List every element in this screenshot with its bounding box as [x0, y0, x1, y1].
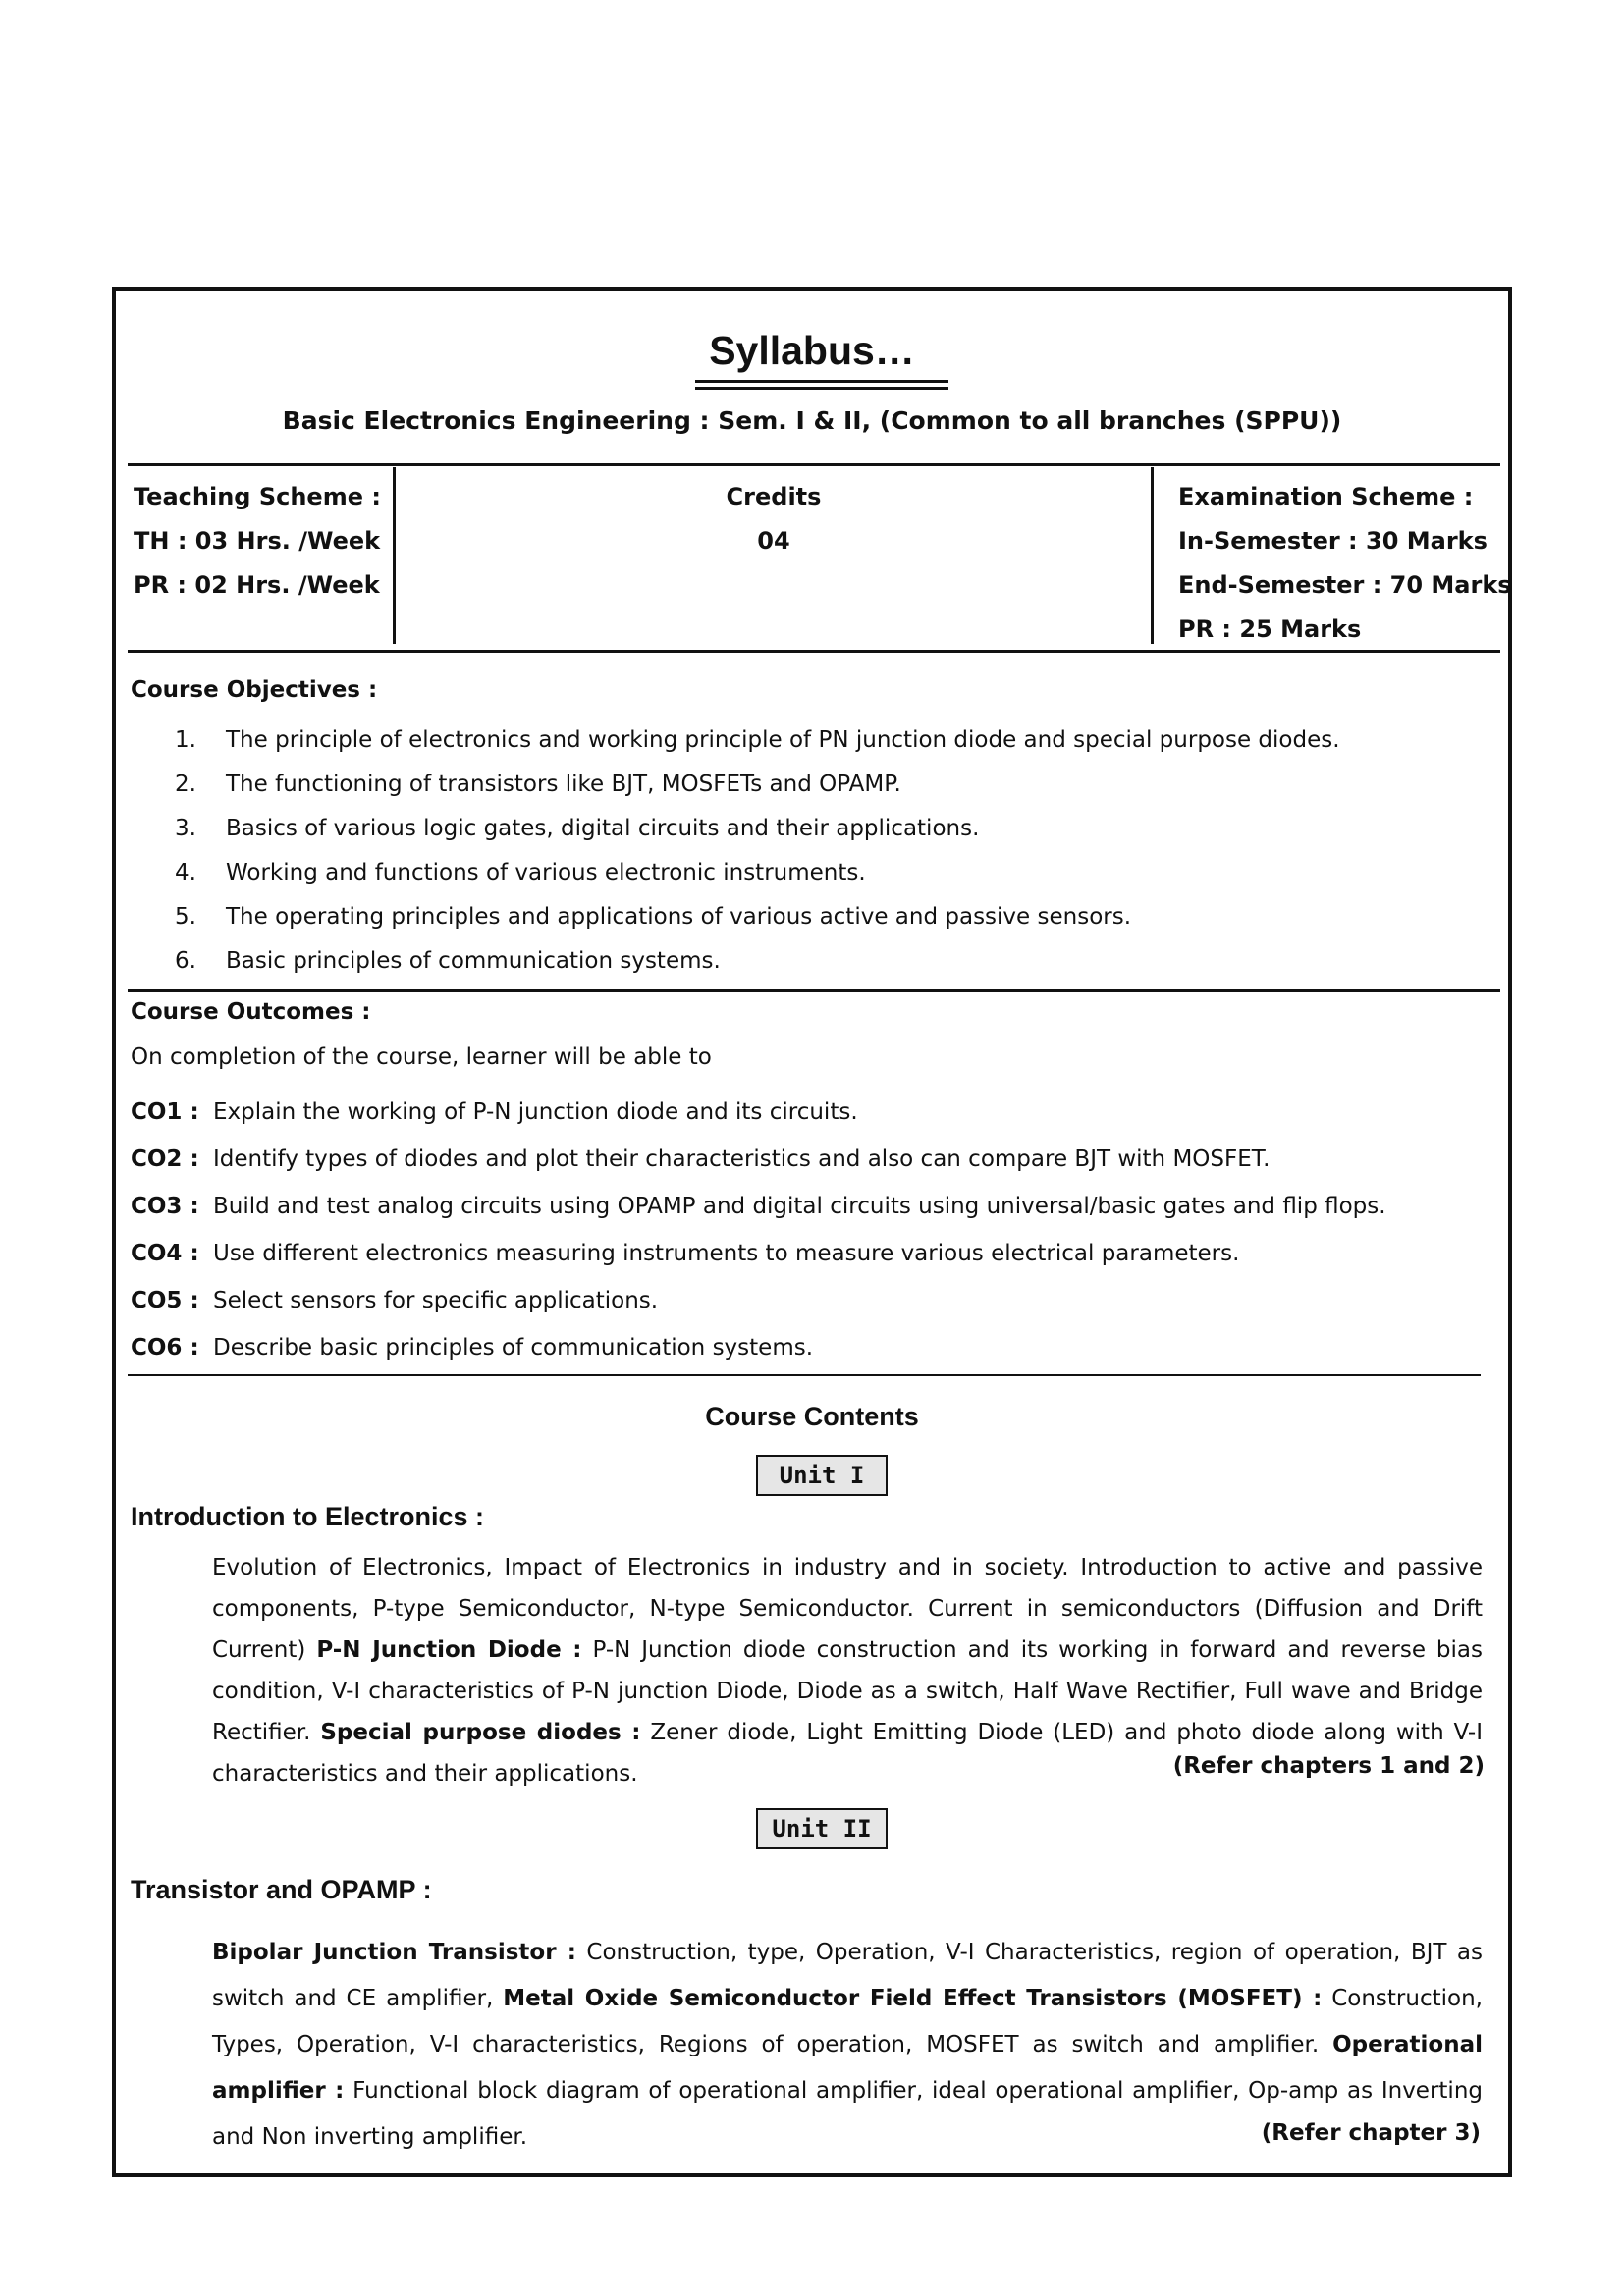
divider — [128, 463, 1500, 466]
exam-in-semester: In-Semester : 30 Marks — [1178, 527, 1488, 555]
teaching-scheme-heading: Teaching Scheme : — [134, 483, 381, 510]
unit-1-label: Unit I — [756, 1455, 888, 1496]
divider — [393, 467, 396, 644]
teaching-scheme — [134, 475, 381, 608]
list-item: 3. Basics of various logic gates, digital circuits and their applications. — [175, 816, 980, 841]
list-item: CO1 : Explain the working of P-N junction diode and its circuits. — [131, 1099, 858, 1125]
exam-end-semester: End-Semester : 70 Marks — [1178, 571, 1512, 599]
unit-2-reference: (Refer chapter 3) — [1261, 2120, 1481, 2146]
unit-1-title: Introduction to Electronics : — [131, 1502, 485, 1531]
credits-value: 04 — [757, 527, 790, 555]
syllabus-frame — [112, 287, 1512, 2177]
list-item: CO4 : Use different electronics measuring instruments to measure various electrical parameters. — [131, 1241, 1240, 1266]
list-item: 4. Working and functions of various electronic instruments. — [175, 860, 866, 885]
divider — [128, 650, 1500, 653]
credits — [695, 475, 852, 563]
list-item: 2. The functioning of transistors like BJT, MOSFETs and OPAMP. — [175, 772, 901, 797]
list-item: 6. Basic principles of communication systems. — [175, 948, 721, 974]
course-objectives-heading: Course Objectives : — [131, 677, 378, 703]
credits-heading: Credits — [726, 483, 822, 510]
exam-scheme-heading: Examination Scheme : — [1178, 483, 1474, 510]
unit-1-description: Evolution of Electronics, Impact of Electronics in industry and in society. Introduction to active and passive components, P-type Semiconductor, N-type Semiconductor. Current in semiconductors (Diffusion and Drift Current) P-N Junction Diode : P-N Junction diode construction and its working in forward and reverse bias condition, V-I characteristics of P-N junction Diode, Diode as a switch, Half Wave Rectifier, Full wave and Bridge Rectifier. Special purpose diodes : Zener diode, Light Emitting Diode (LED) and photo diode along with V-I characteristics and their applications. — [212, 1555, 1484, 1787]
objectives-list — [175, 719, 1340, 984]
teaching-th: TH : 03 Hrs. /Week — [134, 527, 381, 555]
course-contents-heading: Course Contents — [705, 1402, 919, 1431]
teaching-pr: PR : 02 Hrs. /Week — [134, 571, 380, 599]
unit-2-description: Bipolar Junction Transistor : Construction, type, Operation, V-I Characteristics, region of operation, BJT as switch and CE amplifier, Metal Oxide Semiconductor Field Effect Transistors (MOSFET) : Construction, Types, Operation, V-I characteristics, Regions of operation, MOSFET as switch and amplifier. Operational amplifier : Functional block diagram of operational amplifier, ideal operational amplifier, Op-amp as Inverting and Non inverting amplifier. — [212, 1940, 1483, 2150]
unit-2-title: Transistor and OPAMP : — [131, 1875, 432, 1904]
title-underline — [695, 380, 948, 383]
unit-1-reference: (Refer chapters 1 and 2) — [1172, 1753, 1485, 1779]
divider — [128, 989, 1500, 992]
list-item: 5. The operating principles and applications of various active and passive sensors. — [175, 904, 1132, 930]
unit-2-label: Unit II — [756, 1808, 888, 1849]
page-title: Syllabus… — [709, 328, 915, 373]
list-item: CO2 : Identify types of diodes and plot their characteristics and also can compare BJT with MOSFET. — [131, 1147, 1271, 1172]
list-item: 1. The principle of electronics and working principle of PN junction diode and special purpose diodes. — [175, 727, 1340, 753]
divider — [128, 1374, 1481, 1376]
divider — [1151, 467, 1154, 644]
course-outcomes-heading: Course Outcomes : — [131, 999, 371, 1025]
outcomes-list — [131, 1089, 1386, 1371]
title-underline — [695, 387, 948, 390]
list-item: CO6 : Describe basic principles of communication systems. — [131, 1335, 814, 1361]
course-subtitle: Basic Electronics Engineering : Sem. I & II, (Common to all branches (SPPU)) — [282, 406, 1342, 435]
list-item: CO5 : Select sensors for specific applications. — [131, 1288, 659, 1313]
exam-pr: PR : 25 Marks — [1178, 615, 1362, 643]
list-item: CO3 : Build and test analog circuits using OPAMP and digital circuits using universal/basic gates and flip flops. — [131, 1194, 1386, 1219]
examination-scheme — [1178, 475, 1512, 652]
outcomes-intro: On completion of the course, learner will be able to — [131, 1044, 712, 1070]
